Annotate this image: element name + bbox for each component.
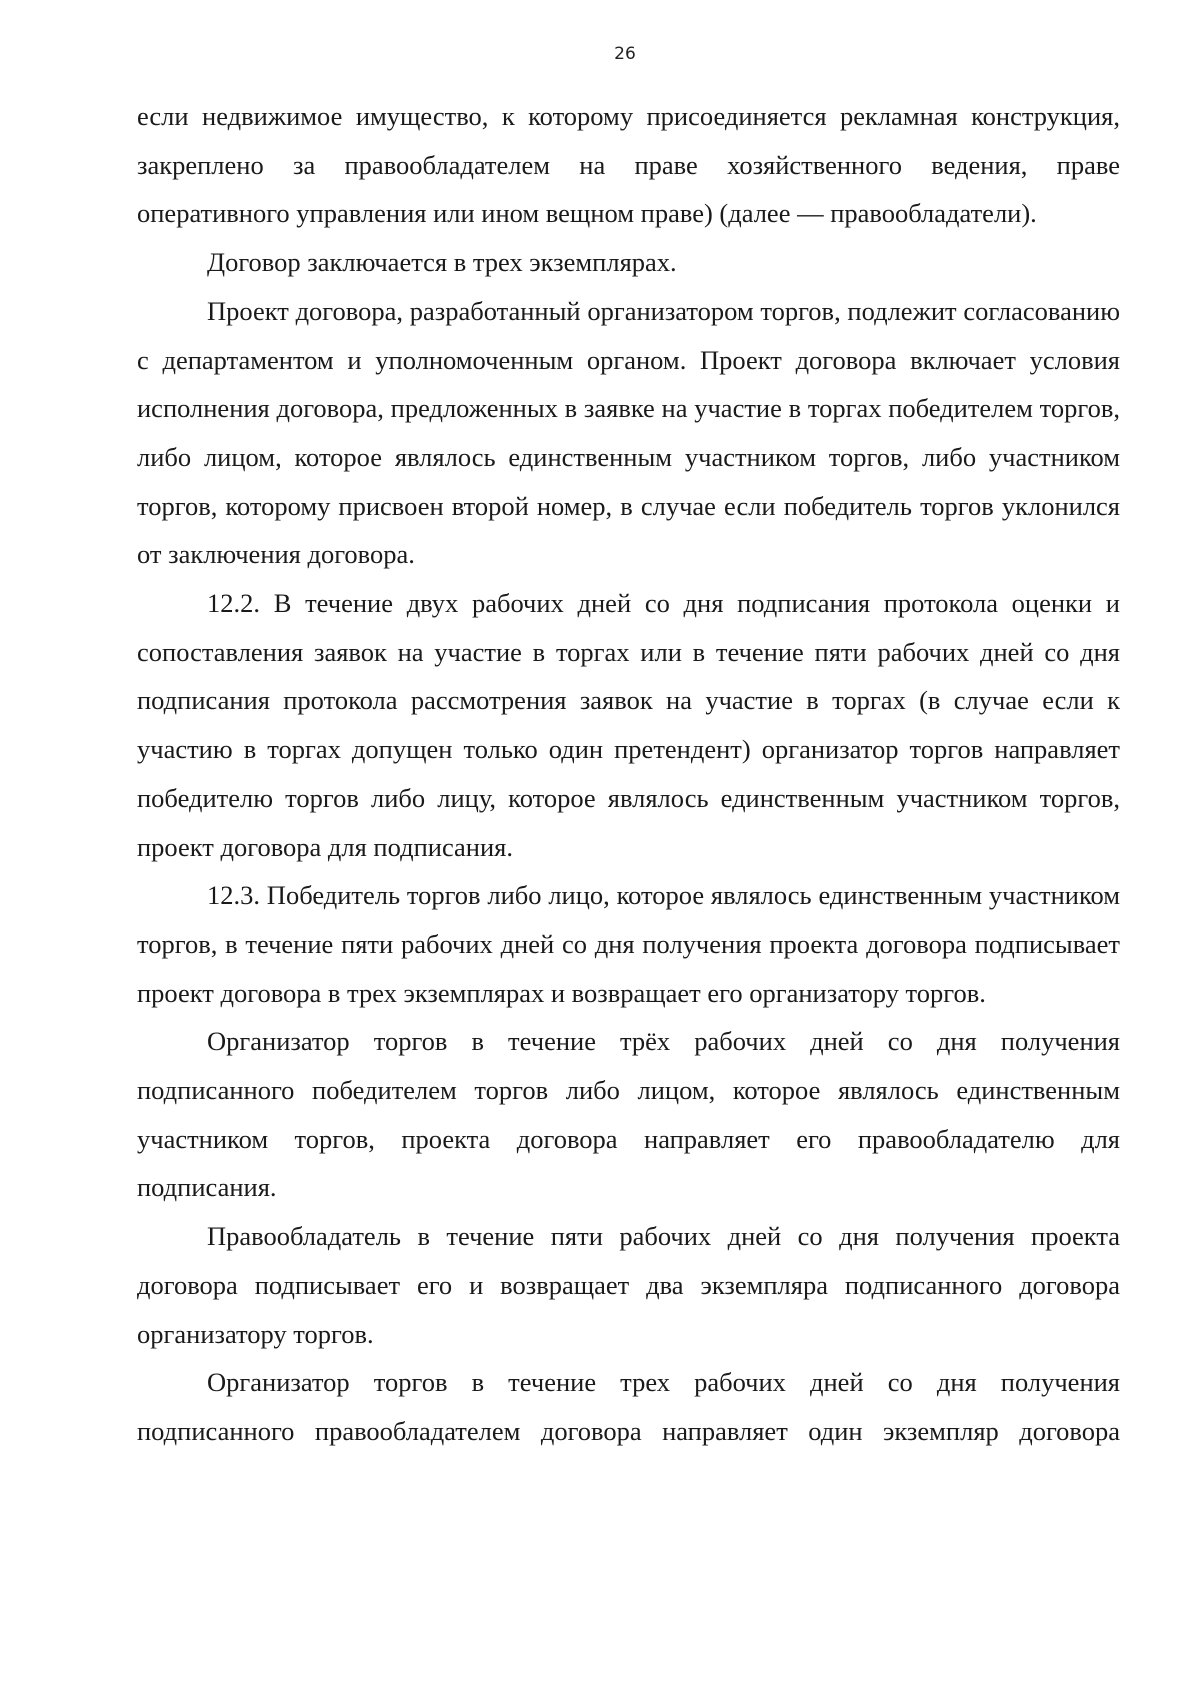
paragraph-organizer-forwarding: Организатор торгов в течение трёх рабочих дней со дня получения подписанного победителем торгов либо лицом, которое являлось единственным участником торгов, проекта договора направляет его правообладателю для подписания. — [137, 1026, 1120, 1203]
paragraph-contract-copies: Договор заключается в трех экземплярах. — [207, 247, 677, 278]
paragraph-clause-12-3: 12.3. Победитель торгов либо лицо, которое являлось единственным участником торгов, в течение пяти рабочих дней со дня получения проекта договора подписывает проект договора в трех экземплярах и возвращает его организатору торгов. — [137, 880, 1120, 1008]
page-number: 26 — [614, 44, 636, 64]
paragraph-continuation: если недвижимое имущество, к которому присоединяется рекламная конструкция, закреплено за правообладателем на праве хозяйственного ведения, праве оперативного управления или ином вещном праве) (далее — правообладатели). — [137, 101, 1120, 229]
document-body — [137, 92, 1120, 1456]
paragraph-draft-contract: Проект договора, разработанный организатором торгов, подлежит согласованию с департаментом и уполномоченным органом. Проект договора включает условия исполнения договора, предложенных в заявке на участие в торгах победителем торгов, либо лицом, которое являлось единственным участником торгов, либо участником торгов, которому присвоен второй номер, в случае если победитель торгов уклонился от заключения договора. — [137, 295, 1120, 570]
paragraph-rights-holder-signing: Правообладатель в течение пяти рабочих дней со дня получения проекта договора подписывает его и возвращает два экземпляра подписанного договора организатору торгов. — [137, 1221, 1120, 1349]
paragraph-organizer-sending: Организатор торгов в течение трех рабочих дней со дня получения подписанного правообладателем договора направляет один экземпляр договора — [137, 1367, 1120, 1446]
paragraph-clause-12-2: 12.2. В течение двух рабочих дней со дня подписания протокола оценки и сопоставления заявок на участие в торгах или в течение пяти рабочих дней со дня подписания протокола рассмотрения заявок на участие в торгах (в случае если к участию в торгах допущен только один претендент) организатор торгов направляет победителю торгов либо лицу, которое являлось единственным участником торгов, проект договора для подписания. — [137, 588, 1120, 862]
